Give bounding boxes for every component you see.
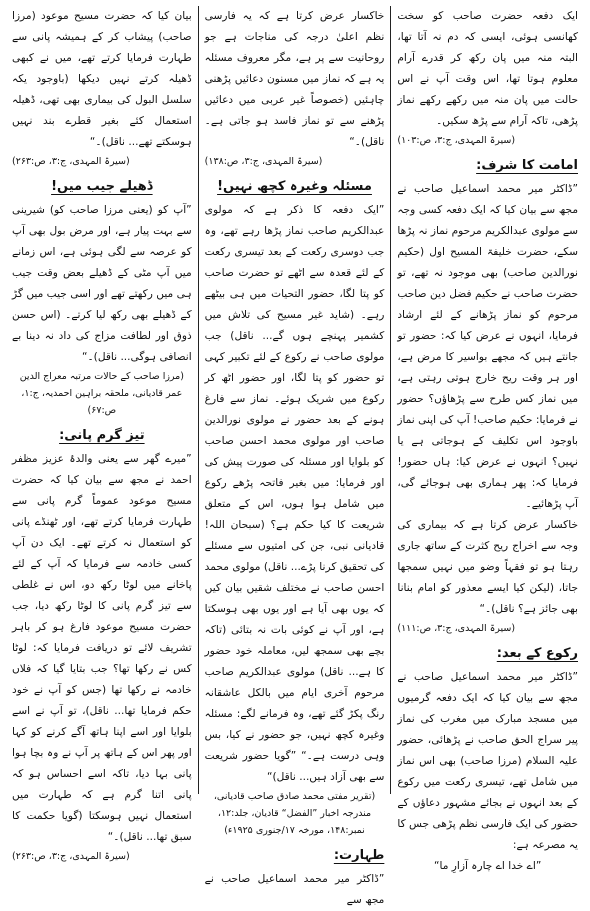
paragraph: ”ڈاکٹر میر محمد اسماعیل صاحب نے مجھ سے بیان کیا کہ ایک دفعہ گرمیوں میں مسجد مبارک میں مغرب کی نماز پیر سراج الحق صاحب نے پڑھائی، حضور علیہ السلام (مرزا صاحب) بھی اس نماز میں شامل تھے، تیسری رکعت میں رکوع کے بعد انہوں نے بجائے مشہور دعاؤں کے حضور کی ایک فارسی نظم پڑھی جس کا یہ مصرعہ ہے:	[397, 671, 578, 851]
section-heading: مسئلہ وغیرہ کچھ نہیں!	[217, 179, 372, 194]
section-heading: رکوع کے بعد:	[496, 646, 578, 661]
column-middle	[199, 6, 392, 906]
section-heading: تیز گرم پانی:	[59, 428, 145, 443]
paragraph: ”ڈاکٹر میر محمد اسماعیل صاحب نے مجھ سے بیان کیا کہ ایک دفعہ کسی وجہ سے مولوی عبدالکریم مرحوم نماز نہ پڑھا سکے، حضرت خلیفۃ المسیح اول (حکیم نورالدین صاحب) بھی موجود نہ تھے، تو حضرت صاحب نے حکیم فضل دین صاحب مرحوم کو نماز پڑھانے کے لئے ارشاد فرمایا، انہوں نے عرض کیا کہ: حضور تو جانتے ہیں کہ مجھے بواسیر کا مرض ہے، اور ہر وقت ریح خارج ہوتی رہتی ہے، میں نماز کس طرح سے پڑھاؤں؟ حضور نے فرمایا: حکیم صاحب! آپ کی اپنی نماز باوجود اس تکلیف کے ہوجاتی ہے یا نہیں؟ انہوں نے عرض کیا: ہاں حضور! فرمایا کہ: پھر ہماری بھی ہوجائے گی، آپ پڑھائیے۔	[397, 183, 578, 510]
verse-line: ”اے خدا اے چارہ آزارِ ما“	[434, 860, 542, 872]
section-heading: امامت کا شرف:	[476, 158, 578, 173]
citation-reference: (سیرۃ المہدی، ج:۳، ص:۲۶۳)	[12, 156, 130, 167]
citation-reference: (سیرۃ المہدی، ج:۳، ص:۲۶۳)	[12, 851, 130, 862]
citation-reference: (سیرۃ المہدی، ج:۳، ص:۱۰۳)	[397, 135, 516, 146]
paragraph: خاکسار عرض کرتا ہے کہ بیماری کی وجہ سے اخراج ریح کثرت کے ساتھ جاری رہتا ہو تو فقہاً وضو میں نہیں سمجھا جاتا، (لیکن کیا ایسے معذور کو امام بنانا بھی جائز ہے؟ ناقل)۔“	[397, 519, 578, 615]
citation-reference: (سیرۃ المہدی، ج:۳، ص:۱۳۸)	[204, 156, 323, 167]
paragraph: ایک دفعہ حضرت صاحب کو سخت کھانسی ہوئی، ایسی کہ دم نہ آتا تھا، البتہ منہ میں پان رکھ کر قدرے آرام معلوم ہوتا تھا، اس وقت آپ نے اس حالت میں پان منہ میں رکھے رکھے نماز پڑھی، تاکہ آرام سے پڑھ سکیں۔	[397, 10, 578, 127]
citation-reference: (تقریر مفتی محمد صادق صاحب قادیانی، مندرجہ اخبار ”الفضل“ قادیان، جلد:۱۲، نمبر:۱۴۸، مورخہ ۱۷/جنوری ۱۹۲۵ء)	[213, 791, 376, 836]
section-heading: طہارت:	[333, 848, 385, 863]
paragraph: ”ایک دفعہ کا ذکر ہے کہ مولوی عبدالکریم صاحب نماز پڑھا رہے تھے، وہ جب دوسری رکعت کے بعد تیسری رکعت کے لئے قعدہ سے اٹھے تو حضرت صاحب کو پتا لگا، حضور التحیات میں ہی بیٹھے رہے۔ (شاید غیر مسیح کی تلاش میں کشمیر پہنچے ہوں گے... ناقل) جب مولوی صاحب نے رکوع کے لئے تکبیر کہی تو حضور کو پتا لگا، اور حضور اٹھ کر رکوع میں شریک ہوئے۔ نماز سے فارغ ہونے کے بعد حضور نے مولوی نورالدین صاحب اور مولوی محمد احسن صاحب کو بلوایا اور مسئلہ کی صورت پیش کی اور فرمایا: میں بغیر فاتحہ پڑھے رکوع میں شامل ہوا ہوں، اس کے متعلق شریعت کا کیا حکم ہے؟ (سبحان اللہ! قادیانی نبی، جن کی امتیوں سے مسئلے کی تحقیق کرنا پڑے... ناقل) مولوی محمد احسن صاحب نے مختلف شقیں بیان کیں کہ یوں بھی آیا ہے اور یوں بھی ہوسکتا ہے، اور آپ نے کوئی بات نہ بتائی (تاکہ بچے بھی سمجھ لیں، معاملہ خود حضور کا ہے... ناقل) مولوی عبدالکریم صاحب مرحوم آخری ایام میں بالکل عاشقانہ رنگ پکڑ گئے تھے، وہ فرمانے لگے: مسئلہ وغیرہ کچھ نہیں، جو حضور نے کیا، بس وہی درست ہے۔“ ”گویا حضور شریعت سے بھی آزاد ہیں... ناقل)“	[204, 204, 385, 783]
paragraph: ”میرے گھر سے یعنی والدۂ عزیز مظفر احمد نے مجھ سے بیان کیا کہ حضرت مسیح موعود عموماً گرم پانی سے طہارت فرمایا کرتے تھے، اور ٹھنڈے پانی کو استعمال نہ کرتے تھے۔ ایک دن آپ کسی خادمہ سے فرمایا کہ آپ کے لئے پاخانے میں لوٹا رکھ دو، اس نے غلطی سے تیز گرم پانی کا لوٹا رکھ دیا، جب حضرت مسیح موعود فارغ ہو کر باہر تشریف لائے تو دریافت فرمایا کہ: لوٹا کس نے رکھا تھا؟ جب بتایا گیا کہ فلاں خادمہ نے رکھا تھا (جس کو آپ نے خود حکم فرمایا تھا... ناقل)، تو آپ نے اسے بلوایا اور اسے اپنا ہاتھ آگے کرنے کو کہا اور پھر اس کے ہاتھ پر آپ نے وہ بچا ہوا پانی بہا دیا، تاکہ اسے احساس ہو کہ پانی اتنا گرم ہے کہ طہارت میں استعمال نہیں ہوسکتا (گویا حکمت کا سبق تھا... ناقل)۔“	[12, 453, 192, 843]
section-heading: ڈھیلے جیب میں!	[51, 179, 153, 194]
column-right	[391, 6, 584, 872]
paragraph: ”آپ کو (یعنی مرزا صاحب کو) شیرینی سے بہت پیار ہے، اور مرض بول بھی آپ کو عرصہ سے لگی ہوئی ہے، اس زمانے میں آپ مٹی کے ڈھیلے بعض وقت جیب ہی میں رکھتے تھے اور اسی جیب میں گڑ کے ڈھیلے بھی رکھ لیا کرتے۔ (اس حسن ذوق اور لطافت مزاج کی داد نہ دینا بے انصافی ہوگی... ناقل)۔“	[12, 204, 192, 363]
paragraph: ”ڈاکٹر میر محمد اسماعیل صاحب نے مجھ سے	[204, 873, 385, 906]
column-left	[6, 6, 199, 862]
citation-reference: (سیرۃ المہدی، ج:۳، ص:۱۱۱)	[397, 623, 516, 634]
paragraph: خاکسار عرض کرتا ہے کہ یہ فارسی نظم اعلیٰ درجہ کی مناجات ہے جو روحانیت سے پر ہے، مگر معروف مسئلہ یہ ہے کہ نماز میں مسنون دعائیں پڑھنی چاہئیں (خصوصاً غیر عربی میں دعائیں پڑھنے سے تو نماز فاسد ہو جاتی ہے۔ ناقل)۔“	[204, 10, 385, 148]
paragraph: بیان کیا کہ حضرت مسیح موعود (مرزا صاحب) پیشاب کر کے ہمیشہ پانی سے طہارت فرمایا کرتے تھے، میں نے کبھی ڈھیلہ کرتے نہیں دیکھا (باوجود یکہ سلسل البول کی بیماری بھی تھی، ڈھیلہ استعمال کئے بغیر قطرے بند نہیں ہوسکتے تھے... ناقل)۔“	[12, 10, 192, 148]
citation-reference: (مرزا صاحب کے حالات مرتبہ معراج الدین عمر قادیانی، ملحقہ براہین احمدیہ، ج:۱، ص:۶۷)	[19, 371, 184, 416]
